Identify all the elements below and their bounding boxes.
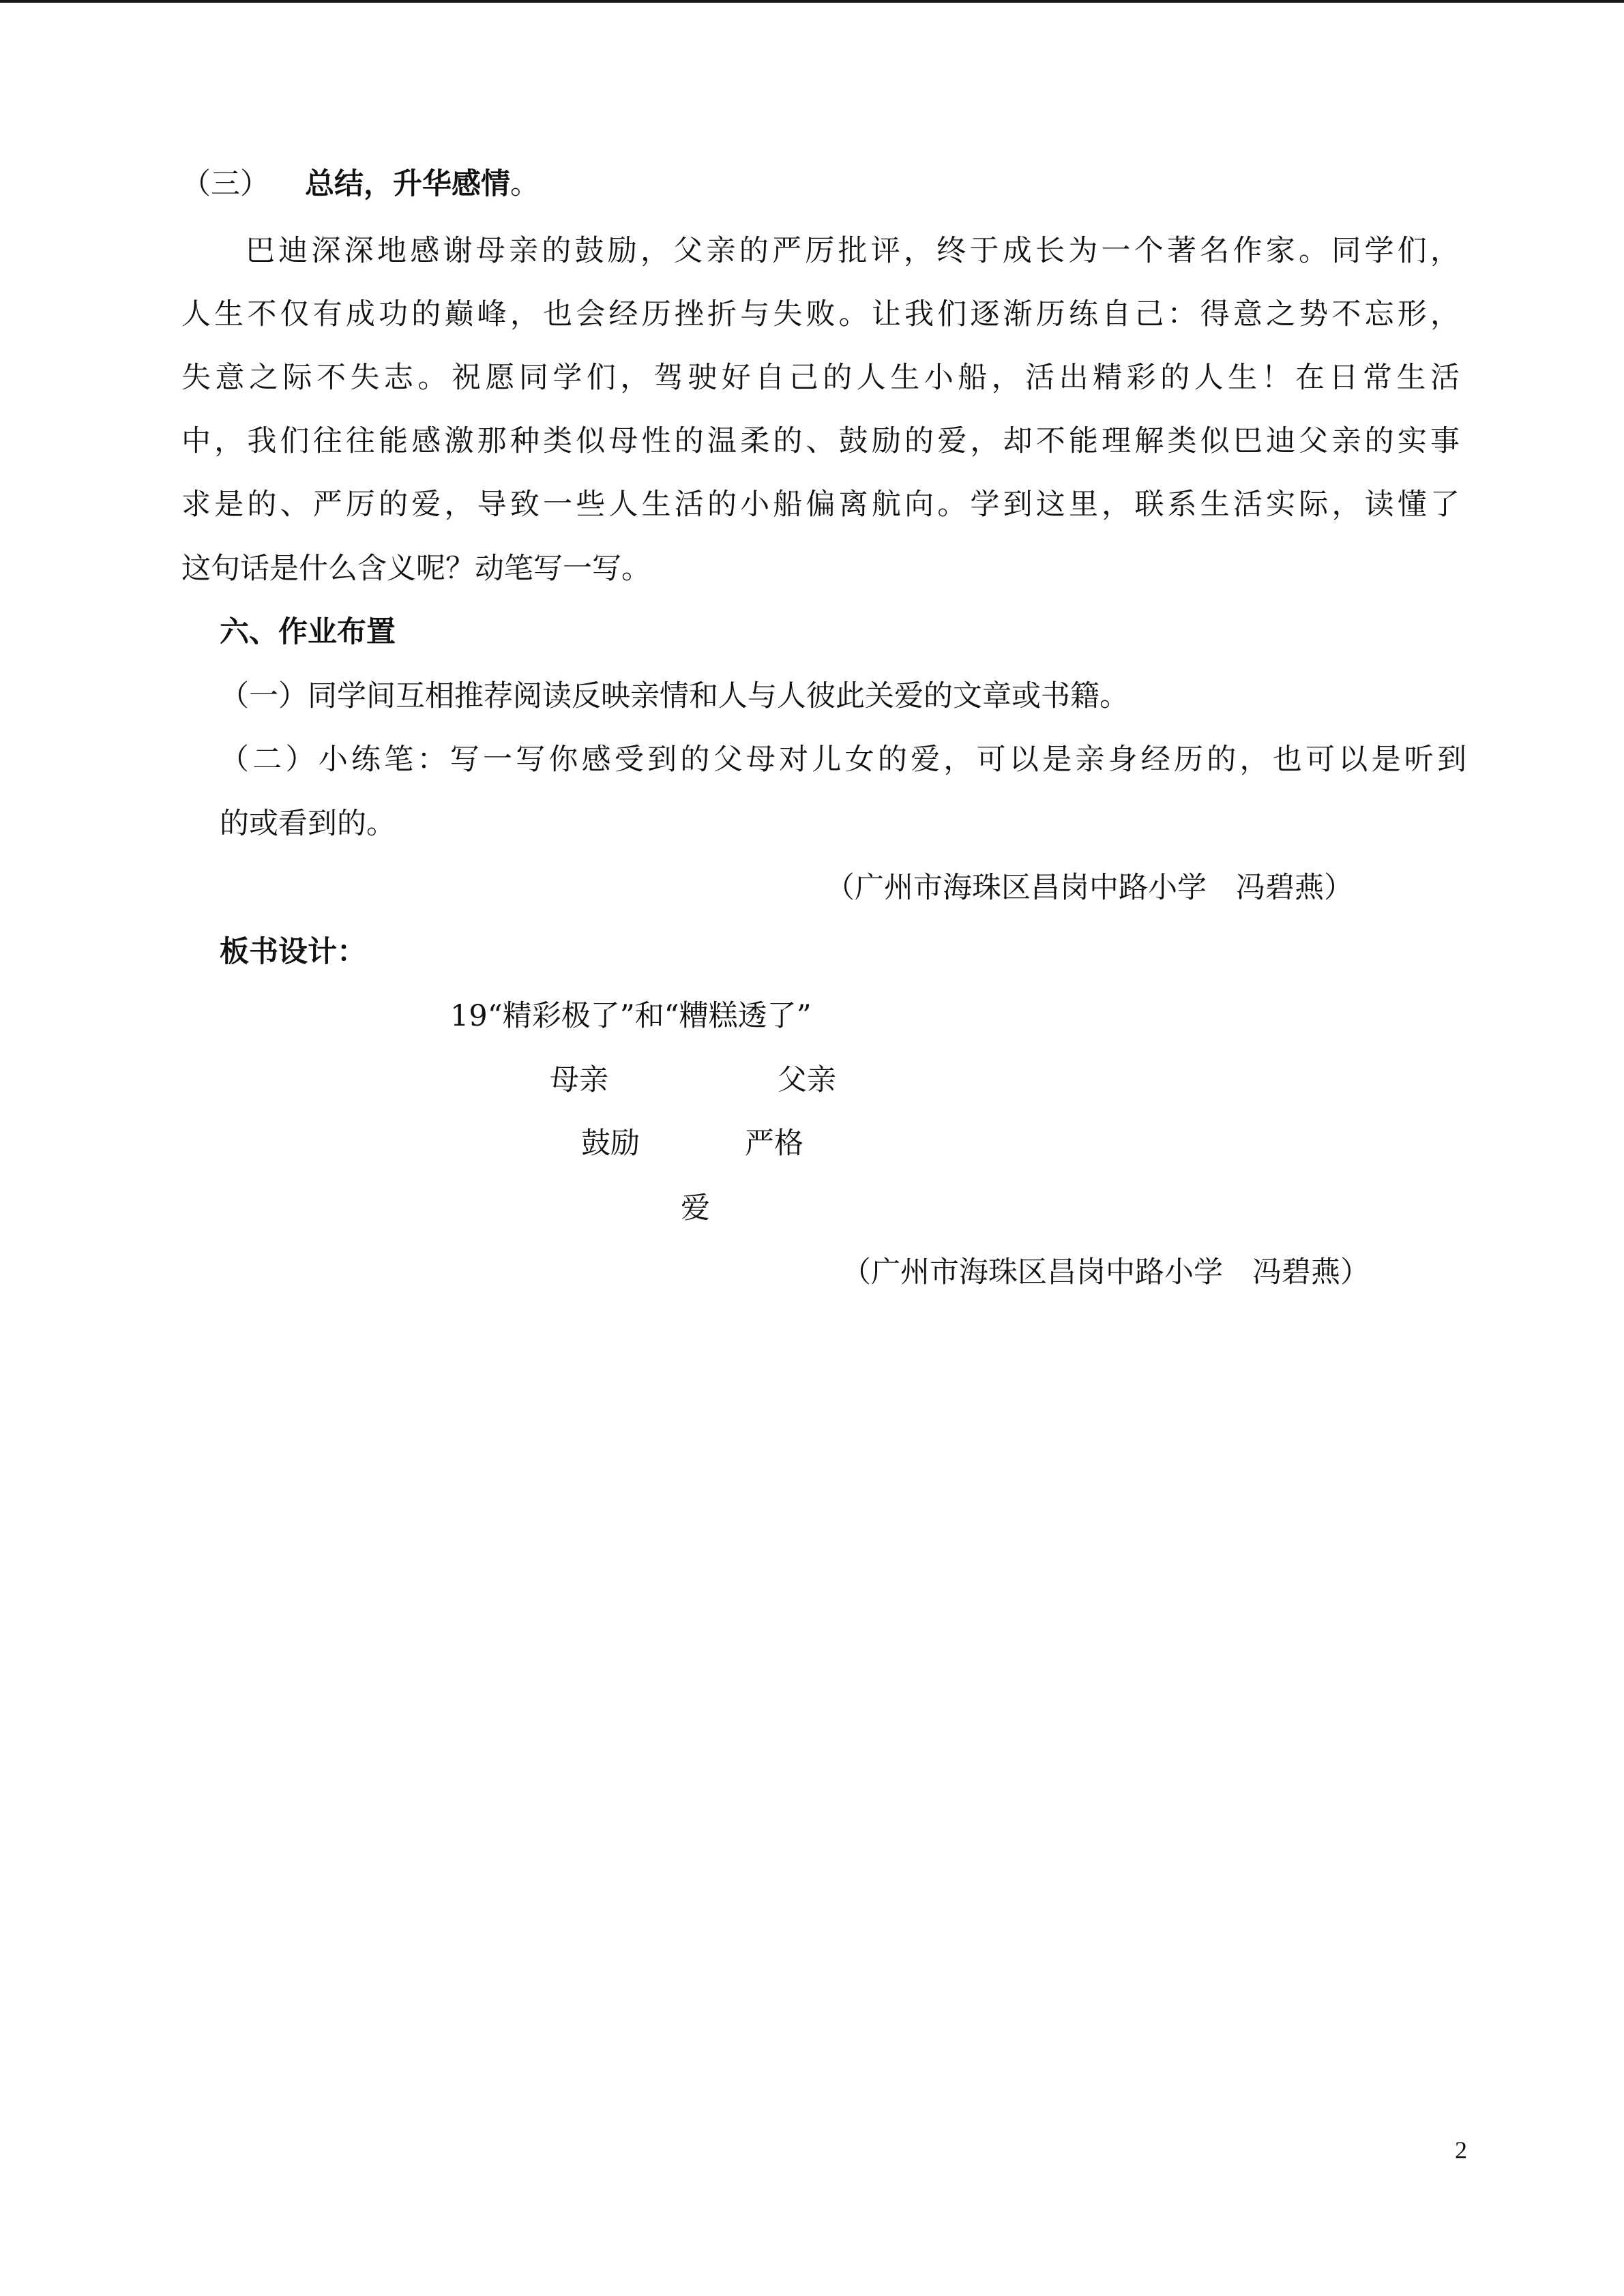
board-father: 父亲 [778, 1063, 836, 1097]
page-number: 2 [1455, 2136, 1467, 2164]
top-border-line [0, 0, 1624, 3]
summary-line-5: 求是的、严厉的爱，导致一些人生活的小船偏离航向。学到这里，联系生活实际，读懂了 [181, 488, 1460, 522]
homework-item-2-line-2: 的或看到的。 [220, 807, 396, 841]
summary-line-6: 这句话是什么含义呢？动笔写一写。 [181, 552, 651, 586]
board-heading: 板书设计： [220, 935, 366, 969]
homework-item-2-line-1: （二）小练笔：写一写你感受到的父母对儿女的爱，可以是亲身经历的，也可以是听到 [220, 743, 1466, 777]
summary-line-4: 中，我们往往能感激那种类似母性的温柔的、鼓励的爱，却不能理解类似巴迪父亲的实事 [181, 424, 1460, 458]
summary-line-1: 巴迪深深地感谢母亲的鼓励，父亲的严厉批评，终于成长为一个著名作家。同学们， [246, 234, 1460, 268]
homework-item-1: （一）同学间互相推荐阅读反映亲情和人与人彼此关爱的文章或书籍。 [220, 679, 1129, 713]
section-title-end: 。 [510, 167, 540, 201]
attribution-2: （广州市海珠区昌岗中路小学 冯碧燕） [842, 1255, 1370, 1289]
board-title: 19“精彩极了”和“糟糕透了” [450, 999, 812, 1033]
board-encourage: 鼓励 [581, 1127, 640, 1161]
summary-line-3: 失意之际不失志。祝愿同学们，驾驶好自己的人生小船，活出精彩的人生！在日常生活 [181, 361, 1460, 395]
homework-heading: 六、作业布置 [220, 615, 396, 649]
board-strict: 严格 [745, 1127, 803, 1161]
section-number: （三） [181, 167, 269, 201]
section-heading [181, 164, 540, 205]
board-mother: 母亲 [550, 1063, 608, 1097]
board-love: 爱 [681, 1191, 710, 1225]
attribution-1: （广州市海珠区昌岗中路小学 冯碧燕） [825, 871, 1353, 905]
summary-line-2: 人生不仅有成功的巅峰，也会经历挫折与失败。让我们逐渐历练自己：得意之势不忘形， [181, 297, 1460, 331]
section-title: 总结，升华感情 [305, 167, 510, 201]
